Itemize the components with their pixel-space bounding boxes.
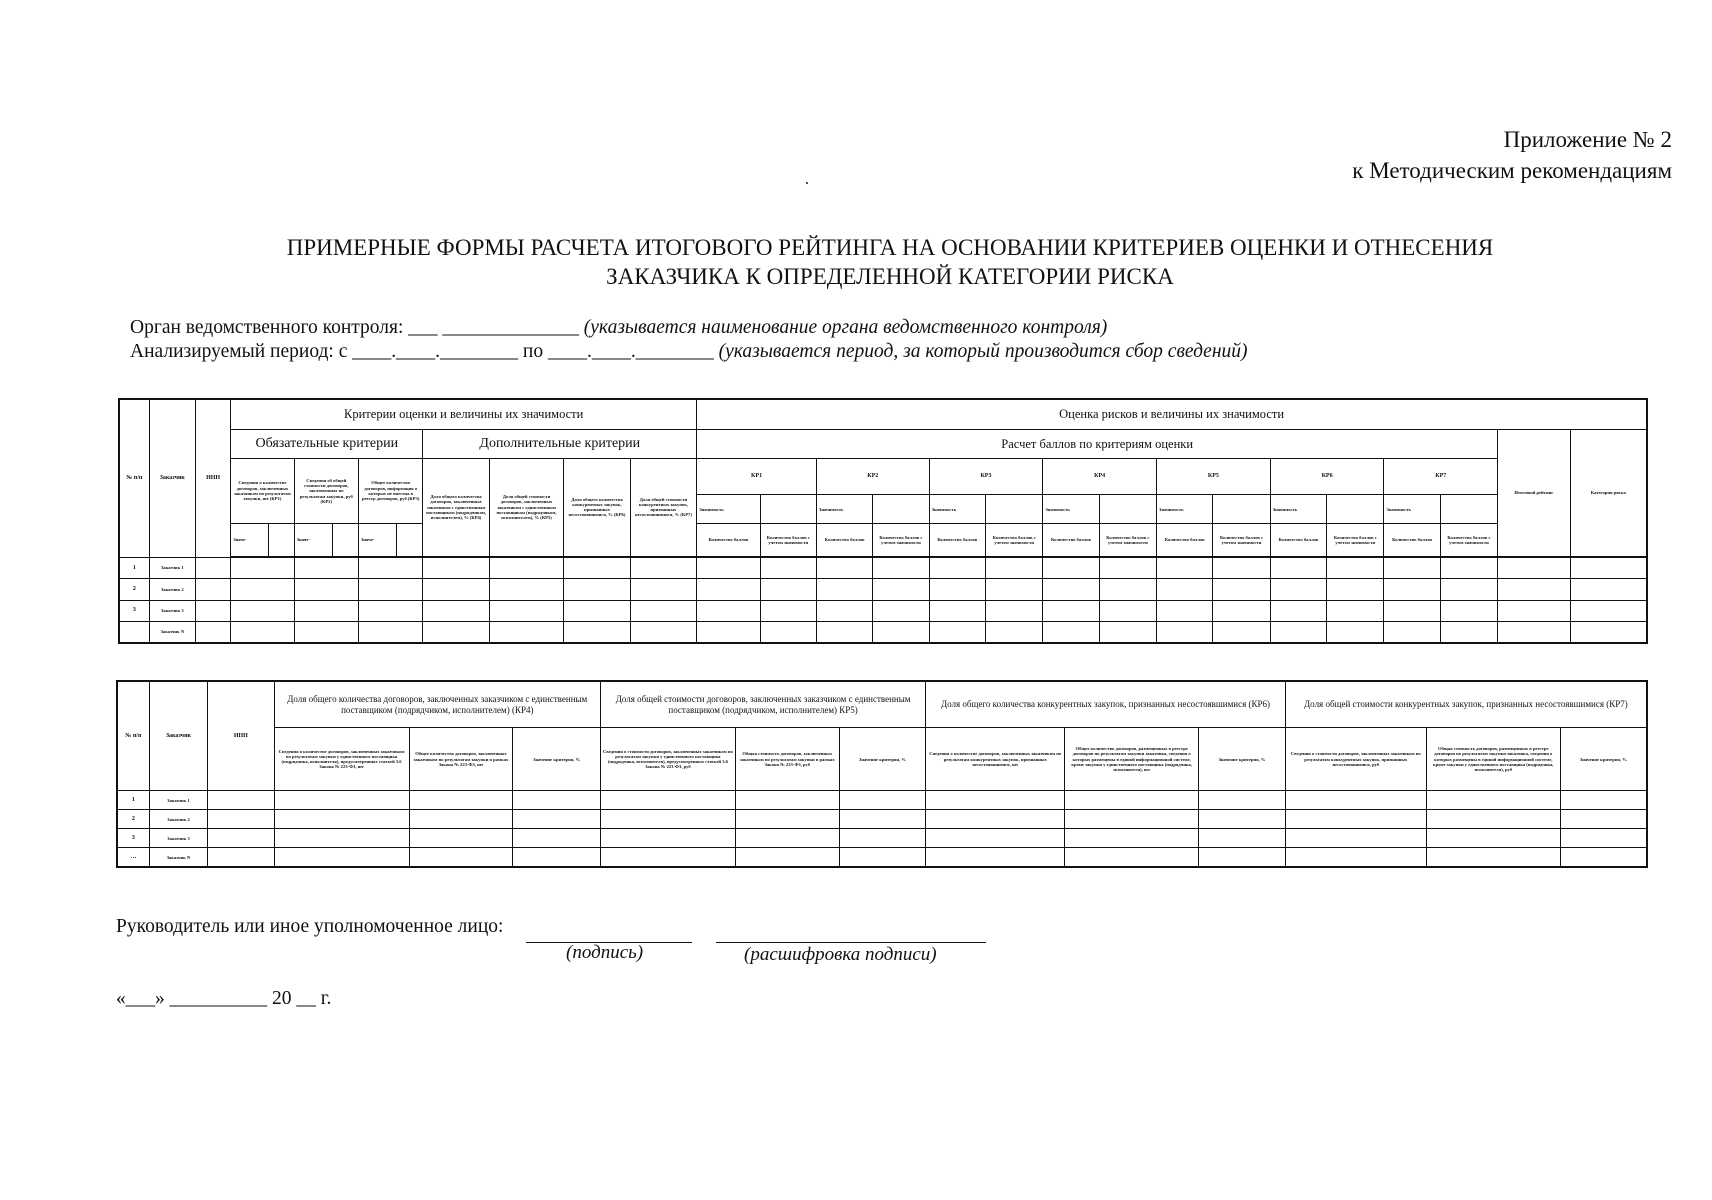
t2-cell[interactable] — [1426, 810, 1560, 829]
t1-kr7-value: Значимость — [1384, 495, 1440, 524]
t2-cell[interactable] — [274, 810, 409, 829]
t2-kr5-col1: Сведения о стоимости договоров, заключенных заказчиком по результатам закупки у единственного поставщика (подрядчика, исполнителя), предусмотренных статьей 3.6 Закона № 223-ФЗ, руб — [600, 728, 735, 791]
t1-kr5-label: КР5 — [1157, 458, 1271, 495]
t2-kr7-col1: Сведения о стоимости договоров, заключенных заказчиком по результатам конкурентных закупок, признанных несостоявшимися, руб — [1285, 728, 1426, 791]
t1-cell[interactable] — [195, 579, 230, 600]
stray-dot — [806, 182, 808, 184]
period-from-blank[interactable]: ____.____.________ — [352, 341, 519, 362]
t1-kr7-weighted: Количество баллов с учетом значимости — [1440, 524, 1497, 557]
t2-cell[interactable] — [839, 810, 926, 829]
date-quote-close: » — [155, 988, 165, 1009]
t1-cell[interactable] — [985, 622, 1042, 643]
t2-cell[interactable] — [839, 791, 926, 810]
date-day-blank[interactable]: ___ — [125, 988, 155, 1009]
t1-cell[interactable] — [1043, 600, 1099, 621]
t2-cell[interactable] — [1426, 791, 1560, 810]
t1-cell[interactable] — [231, 557, 294, 578]
t1-cell[interactable] — [358, 600, 422, 621]
t1-kr4-points: Количество баллов — [1043, 524, 1099, 557]
t2-kr5-col2: Общая стоимость договоров, заключенных заказчиком по результатам закупки в рамках Закона № 223-ФЗ, руб — [735, 728, 839, 791]
t2-cell[interactable] — [513, 848, 601, 867]
t2-cell[interactable] — [926, 829, 1065, 848]
t1-kr1-weighted: Количество баллов с учетом значимости — [760, 524, 816, 557]
t1-kr5-criterion: Доля общей стоимости договоров, заключенных заказчиком с единственным поставщиком (подрядчиком, исполнителем), % (КР5) — [489, 458, 563, 556]
t1-cell[interactable] — [1043, 622, 1099, 643]
t1-row-num: 1 — [119, 557, 149, 578]
t2-cell[interactable] — [1560, 848, 1647, 867]
t1-kr2-value-cell[interactable] — [873, 495, 929, 524]
t1-cell[interactable] — [423, 600, 489, 621]
t1-kr6-label: КР6 — [1270, 458, 1384, 495]
t1-cell[interactable] — [816, 600, 872, 621]
t1-cell[interactable] — [816, 622, 872, 643]
t2-row-num: 3 — [117, 829, 149, 848]
organ-hint: (указывается наименование органа ведомственного контроля) — [583, 317, 1108, 338]
t1-cell[interactable] — [873, 622, 929, 643]
t1-kr7-points: Количество баллов — [1384, 524, 1440, 557]
t1-kr4-value-cell[interactable] — [1099, 495, 1156, 524]
t2-cell[interactable] — [926, 848, 1065, 867]
t1-cell[interactable] — [231, 622, 294, 643]
rating-table — [118, 398, 1648, 644]
t2-cell[interactable] — [735, 829, 839, 848]
t1-cell[interactable] — [1157, 622, 1213, 643]
appendix-heading — [1352, 124, 1672, 186]
t1-mandatory-header: Обязательные критерии — [231, 430, 423, 459]
t1-cell[interactable] — [1327, 600, 1384, 621]
t1-cell[interactable] — [1099, 579, 1156, 600]
t2-cell[interactable] — [600, 791, 735, 810]
t1-cell[interactable] — [294, 579, 358, 600]
criteria-detail-table — [116, 680, 1648, 868]
t1-cell[interactable] — [489, 622, 563, 643]
t2-cell[interactable] — [409, 829, 513, 848]
t1-cell[interactable] — [1043, 557, 1099, 578]
t1-cell[interactable] — [358, 557, 422, 578]
period-to-label: по — [518, 341, 548, 362]
t1-kr3-value-cell[interactable] — [985, 495, 1042, 524]
t1-cell[interactable] — [1384, 557, 1440, 578]
signature-decode-line[interactable] — [716, 918, 986, 943]
table-row — [119, 579, 1647, 600]
t1-cell[interactable] — [929, 579, 985, 600]
t1-kr5-value-cell[interactable] — [1213, 495, 1270, 524]
t1-cell[interactable] — [760, 622, 816, 643]
signature-hint: (подпись) — [566, 942, 644, 963]
t1-row-num: 3 — [119, 600, 149, 621]
t1-cell[interactable] — [1498, 600, 1570, 621]
t1-cell[interactable] — [294, 600, 358, 621]
t2-cell[interactable] — [926, 810, 1065, 829]
signature-line[interactable] — [526, 918, 692, 943]
t1-kr1-value-cell[interactable] — [760, 495, 816, 524]
t2-cell[interactable] — [1065, 810, 1199, 829]
t1-cell[interactable] — [760, 579, 816, 600]
t1-cell[interactable] — [195, 557, 230, 578]
table-row — [117, 791, 1647, 810]
t1-kr1-sub-cell[interactable] — [269, 524, 294, 557]
date-year-prefix: 20 — [267, 988, 297, 1009]
t2-cell[interactable] — [839, 848, 926, 867]
t2-cell[interactable] — [1560, 810, 1647, 829]
t2-cell[interactable] — [1285, 810, 1426, 829]
t2-row-customer: Заказчик 1 — [149, 791, 207, 810]
t1-cell[interactable] — [760, 557, 816, 578]
t1-cell[interactable] — [1327, 557, 1384, 578]
t1-cell[interactable] — [630, 622, 697, 643]
t1-row-num: 2 — [119, 579, 149, 600]
t2-cell[interactable] — [839, 829, 926, 848]
t2-cell[interactable] — [600, 848, 735, 867]
t1-cell[interactable] — [1157, 557, 1213, 578]
t2-cell[interactable] — [1065, 829, 1199, 848]
t2-kr4-col2: Общее количество договоров, заключенных заказчиком по результатам закупки в рамках Закона № 223-ФЗ, шт — [409, 728, 513, 791]
t1-cell[interactable] — [630, 600, 697, 621]
t1-kr3-weighted: Количество баллов с учетом значимости — [985, 524, 1042, 557]
t2-cell[interactable] — [735, 848, 839, 867]
t1-kr2-value: Значимость — [816, 495, 872, 524]
t2-kr5-header: Доля общей стоимости договоров, заключенных заказчиком с единственным поставщиком (подрядчиком, исполнителем) КР5) — [600, 681, 925, 728]
t2-row-customer: Заказчик N — [149, 848, 207, 867]
t1-cell[interactable] — [294, 557, 358, 578]
t1-kr6-value: Значимость — [1270, 495, 1326, 524]
t1-kr4-weighted: Количество баллов с учетом значимости — [1099, 524, 1156, 557]
t2-row-num: 2 — [117, 810, 149, 829]
t1-cell[interactable] — [1498, 622, 1570, 643]
t1-cell[interactable] — [1099, 622, 1156, 643]
t1-cell[interactable] — [1498, 557, 1570, 578]
t2-header-num: № п/п — [117, 681, 149, 791]
t1-cell[interactable] — [929, 622, 985, 643]
t1-cell[interactable] — [1157, 600, 1213, 621]
t2-kr7-header: Доля общей стоимости конкурентных закупок, признанных несостоявшимися (КР7) — [1285, 681, 1647, 728]
period-to-blank[interactable]: ____.____.________ — [547, 341, 714, 362]
t1-kr6-points: Количество баллов — [1270, 524, 1326, 557]
t2-cell[interactable] — [1285, 829, 1426, 848]
title-line-1: ПРИМЕРНЫЕ ФОРМЫ РАСЧЕТА ИТОГОВОГО РЕЙТИНГА НА ОСНОВАНИИ КРИТЕРИЕВ ОЦЕНКИ И ОТНЕСЕНИЯ — [286, 235, 1494, 260]
t1-additional-header: Дополнительные критерии — [423, 430, 697, 459]
t1-kr1-points: Количество баллов — [697, 524, 760, 557]
t1-cell[interactable] — [564, 600, 630, 621]
t1-cell[interactable] — [294, 622, 358, 643]
t2-kr5-col3: Значение критерия, % — [839, 728, 926, 791]
organ-blank[interactable]: ___ ______________ — [408, 317, 579, 338]
t2-cell[interactable] — [409, 810, 513, 829]
t1-cell[interactable] — [1270, 622, 1326, 643]
t1-row-num — [119, 622, 149, 643]
table-row — [119, 600, 1647, 621]
t1-cell[interactable] — [697, 557, 760, 578]
t2-cell[interactable] — [208, 848, 274, 867]
t1-cell[interactable] — [1099, 600, 1156, 621]
t1-risk-header: Оценка рисков и величины их значимости — [697, 399, 1647, 430]
t2-cell[interactable] — [409, 791, 513, 810]
t1-cell[interactable] — [564, 579, 630, 600]
t1-cell[interactable] — [1213, 600, 1270, 621]
t2-cell[interactable] — [208, 810, 274, 829]
t1-cell[interactable] — [1498, 579, 1570, 600]
t1-kr2-sub: Значе- — [294, 524, 332, 557]
t1-kr7-label: КР7 — [1384, 458, 1498, 495]
t2-cell[interactable] — [1199, 848, 1286, 867]
t1-criteria-header: Критерии оценки и величины их значимости — [231, 399, 697, 430]
t1-cell[interactable] — [423, 579, 489, 600]
t1-cell[interactable] — [985, 600, 1042, 621]
t2-kr6-col1: Сведения о количестве договоров, заключенных заказчиком по результатам конкурентных закупок, признанных несостоявшимися, шт — [926, 728, 1065, 791]
appendix-number: Приложение № 2 — [1503, 127, 1672, 152]
t1-kr3-sub-cell[interactable] — [397, 524, 423, 557]
t2-kr7-col2: Общая стоимость договоров, размещенных в реестре договоров по результатам закупки заказчика, сведения о которых размещены в единой информационной системе, кроме закупки у единственного поставщика (подрядчика, исполнителя), руб — [1426, 728, 1560, 791]
t2-kr4-header: Доля общего количества договоров, заключенных заказчиком с единственным поставщиком (подрядчиком, исполнителем) (КР4) — [274, 681, 600, 728]
date-suffix: г. — [315, 988, 332, 1009]
t2-cell[interactable] — [274, 791, 409, 810]
t1-score-header: Расчет баллов по критериям оценки — [697, 430, 1498, 459]
t1-kr3-points: Количество баллов — [929, 524, 985, 557]
organ-label: Орган ведомственного контроля: — [130, 317, 409, 338]
t2-cell[interactable] — [1426, 848, 1560, 867]
t1-kr6-value-cell[interactable] — [1327, 495, 1384, 524]
t1-cell[interactable] — [697, 600, 760, 621]
table-row — [117, 810, 1647, 829]
t1-kr4-criterion: Доля общего количества договоров, заключенных заказчиком с единственным поставщиком (подрядчиком, исполнителем), % (КР4) — [423, 458, 489, 556]
t1-cell[interactable] — [1440, 579, 1497, 600]
date-quote-open: « — [116, 988, 126, 1009]
t1-cell[interactable] — [1099, 557, 1156, 578]
t1-cell[interactable] — [358, 622, 422, 643]
t2-cell[interactable] — [1199, 810, 1286, 829]
t1-header-inn: ИНН — [195, 399, 230, 557]
t1-cell[interactable] — [489, 600, 563, 621]
t1-cell[interactable] — [697, 579, 760, 600]
t1-cell[interactable] — [760, 600, 816, 621]
t1-cell[interactable] — [1384, 579, 1440, 600]
t1-kr5-points: Количество баллов — [1157, 524, 1213, 557]
t2-cell[interactable] — [600, 829, 735, 848]
t1-cell[interactable] — [358, 579, 422, 600]
t1-cell[interactable] — [489, 557, 563, 578]
t2-cell[interactable] — [409, 848, 513, 867]
table-row — [119, 557, 1647, 578]
t1-kr3-label: КР3 — [929, 458, 1043, 495]
t2-cell[interactable] — [274, 829, 409, 848]
t1-cell[interactable] — [564, 557, 630, 578]
t1-row-customer: Заказчик 3 — [149, 600, 195, 621]
t1-cell[interactable] — [231, 579, 294, 600]
t1-header-num: № п/п — [119, 399, 149, 557]
period-line — [130, 340, 1248, 364]
t1-cell[interactable] — [1213, 579, 1270, 600]
t1-cell[interactable] — [1213, 622, 1270, 643]
t1-cell[interactable] — [1384, 600, 1440, 621]
t1-header-customer: Заказчик — [149, 399, 195, 557]
t1-kr2-weighted: Количество баллов с учетом значимости — [873, 524, 929, 557]
t2-cell[interactable] — [600, 810, 735, 829]
t1-cell[interactable] — [816, 579, 872, 600]
t2-cell[interactable] — [1285, 791, 1426, 810]
t2-row-customer: Заказчик 2 — [149, 810, 207, 829]
t2-cell[interactable] — [1065, 791, 1199, 810]
t1-kr1-value: Значимость — [697, 495, 760, 524]
t1-cell[interactable] — [1570, 579, 1647, 600]
t1-cell[interactable] — [1270, 579, 1326, 600]
t2-cell[interactable] — [1285, 848, 1426, 867]
t1-cell[interactable] — [1327, 579, 1384, 600]
t1-kr7-value-cell[interactable] — [1440, 495, 1497, 524]
t1-kr4-value: Значимость — [1043, 495, 1099, 524]
t1-cell[interactable] — [1384, 622, 1440, 643]
t2-cell[interactable] — [926, 791, 1065, 810]
t2-row-customer: Заказчик 3 — [149, 829, 207, 848]
t1-cell[interactable] — [489, 579, 563, 600]
t2-kr6-header: Доля общего количества конкурентных закупок, признанных несостоявшимися (КР6) — [926, 681, 1286, 728]
t1-cell[interactable] — [195, 600, 230, 621]
t1-cell[interactable] — [1270, 600, 1326, 621]
date-month-blank[interactable]: __________ — [169, 988, 268, 1009]
t1-kr3-value: Значимость — [929, 495, 985, 524]
t2-header-inn: ИНН — [208, 681, 274, 791]
t1-row-customer: Заказчик 2 — [149, 579, 195, 600]
t1-kr3-sub: Значе- — [358, 524, 396, 557]
t1-cell[interactable] — [1327, 622, 1384, 643]
t2-cell[interactable] — [1560, 791, 1647, 810]
t2-cell[interactable] — [1199, 829, 1286, 848]
t1-kr2-label: КР2 — [816, 458, 929, 495]
t2-cell[interactable] — [735, 810, 839, 829]
title-line-2: ЗАКАЗЧИКА К ОПРЕДЕЛЕННОЙ КАТЕГОРИИ РИСКА — [606, 264, 1174, 289]
signature-decode-hint: (расшифровка подписи) — [744, 944, 937, 965]
t1-cell[interactable] — [985, 579, 1042, 600]
t1-kr2-sub-cell[interactable] — [332, 524, 358, 557]
t1-kr5-value: Значимость — [1157, 495, 1213, 524]
date-year-blank[interactable]: __ — [296, 988, 316, 1009]
table-row — [119, 622, 1647, 643]
t1-cell[interactable] — [1270, 557, 1326, 578]
t1-cell[interactable] — [1570, 622, 1647, 643]
t1-cell[interactable] — [423, 557, 489, 578]
t1-kr7-criterion: Доля общей стоимости конкурентных закупок, признанных несостоявшимися, % (КР7) — [630, 458, 697, 556]
t1-cell[interactable] — [873, 557, 929, 578]
t1-cell[interactable] — [1440, 622, 1497, 643]
t2-cell[interactable] — [1560, 829, 1647, 848]
t1-kr3-criterion: Общее количество договоров, информация о которых не внесена в реестр договоров, руб (КР3) — [358, 458, 422, 523]
document-title — [150, 233, 1630, 291]
t2-header-customer: Заказчик — [149, 681, 207, 791]
t2-cell[interactable] — [1199, 791, 1286, 810]
t1-cell[interactable] — [816, 557, 872, 578]
t2-cell[interactable] — [513, 791, 601, 810]
t1-cell[interactable] — [564, 622, 630, 643]
organ-line — [130, 316, 1107, 340]
t1-row-customer: Заказчик 1 — [149, 557, 195, 578]
appendix-reference: к Методическим рекомендациям — [1352, 158, 1672, 183]
t1-kr1-sub: Значе- — [231, 524, 269, 557]
t1-body — [119, 557, 1647, 643]
t1-cell[interactable] — [929, 600, 985, 621]
t1-cell[interactable] — [231, 600, 294, 621]
t1-cell[interactable] — [873, 600, 929, 621]
t2-cell[interactable] — [735, 791, 839, 810]
t1-cell[interactable] — [1570, 600, 1647, 621]
t1-kr6-weighted: Количество баллов с учетом значимости — [1327, 524, 1384, 557]
t2-kr4-col1: Сведения о количестве договоров, заключенных заказчиком по результатам закупки у единственного поставщика (подрядчика, исполнителя), предусмотренных статьей 3.6 Закона № 223-ФЗ, шт — [274, 728, 409, 791]
t2-cell[interactable] — [208, 791, 274, 810]
t1-kr4-label: КР4 — [1043, 458, 1157, 495]
t1-kr2-points: Количество баллов — [816, 524, 872, 557]
t1-risk-category-header: Категория риска — [1570, 430, 1647, 557]
t2-row-num: 1 — [117, 791, 149, 810]
t1-row-customer: Заказчик N — [149, 622, 195, 643]
t1-cell[interactable] — [1570, 557, 1647, 578]
date-line — [116, 988, 331, 1010]
t1-kr1-criterion: Сведения о количестве договоров, заключенных заказчиком по результатам закупки, шт (КР1) — [231, 458, 294, 523]
t1-cell[interactable] — [929, 557, 985, 578]
t1-kr2-criterion: Сведения об общей стоимости договоров, заключенных по результатам закупки, руб (КР2) — [294, 458, 358, 523]
t1-cell[interactable] — [630, 579, 697, 600]
t1-cell[interactable] — [423, 622, 489, 643]
t2-kr4-col3: Значение критерия, % — [513, 728, 601, 791]
t1-kr6-criterion: Доля общего количества конкурентных закупок, признанных несостоявшимися, % (КР6) — [564, 458, 630, 556]
period-hint: (указывается период, за который производится сбор сведений) — [718, 341, 1248, 362]
t2-cell[interactable] — [1426, 829, 1560, 848]
t1-final-rating-header: Итоговый рейтинг — [1498, 430, 1570, 557]
signature-label: Руководитель или иное уполномоченное лицо: — [116, 916, 504, 937]
t2-cell[interactable] — [513, 829, 601, 848]
t2-cell[interactable] — [208, 829, 274, 848]
t1-cell[interactable] — [630, 557, 697, 578]
t1-cell[interactable] — [1440, 600, 1497, 621]
t1-cell[interactable] — [195, 622, 230, 643]
table-row — [117, 848, 1647, 867]
t1-kr1-label: КР1 — [697, 458, 817, 495]
t2-cell[interactable] — [1065, 848, 1199, 867]
t1-cell[interactable] — [985, 557, 1042, 578]
t1-cell[interactable] — [1213, 557, 1270, 578]
t1-cell[interactable] — [697, 622, 760, 643]
t2-kr6-col2: Общее количество договоров, размещенных в реестре договоров по результатам закупки заказчика, сведения о которых размещены в единой информационной системе, кроме закупки у единственного поставщика (подрядчика, исполнителя), шт — [1065, 728, 1199, 791]
t2-kr6-col3: Значение критерия, % — [1199, 728, 1286, 791]
t1-cell[interactable] — [1043, 579, 1099, 600]
t2-kr7-col3: Значение критерия, % — [1560, 728, 1647, 791]
t2-cell[interactable] — [274, 848, 409, 867]
t1-cell[interactable] — [1157, 579, 1213, 600]
t1-cell[interactable] — [1440, 557, 1497, 578]
t1-cell[interactable] — [873, 579, 929, 600]
t1-kr5-weighted: Количество баллов с учетом значимости — [1213, 524, 1270, 557]
t2-row-num: … — [117, 848, 149, 867]
period-label: Анализируемый период: с — [130, 341, 353, 362]
table-row — [117, 829, 1647, 848]
t2-cell[interactable] — [513, 810, 601, 829]
